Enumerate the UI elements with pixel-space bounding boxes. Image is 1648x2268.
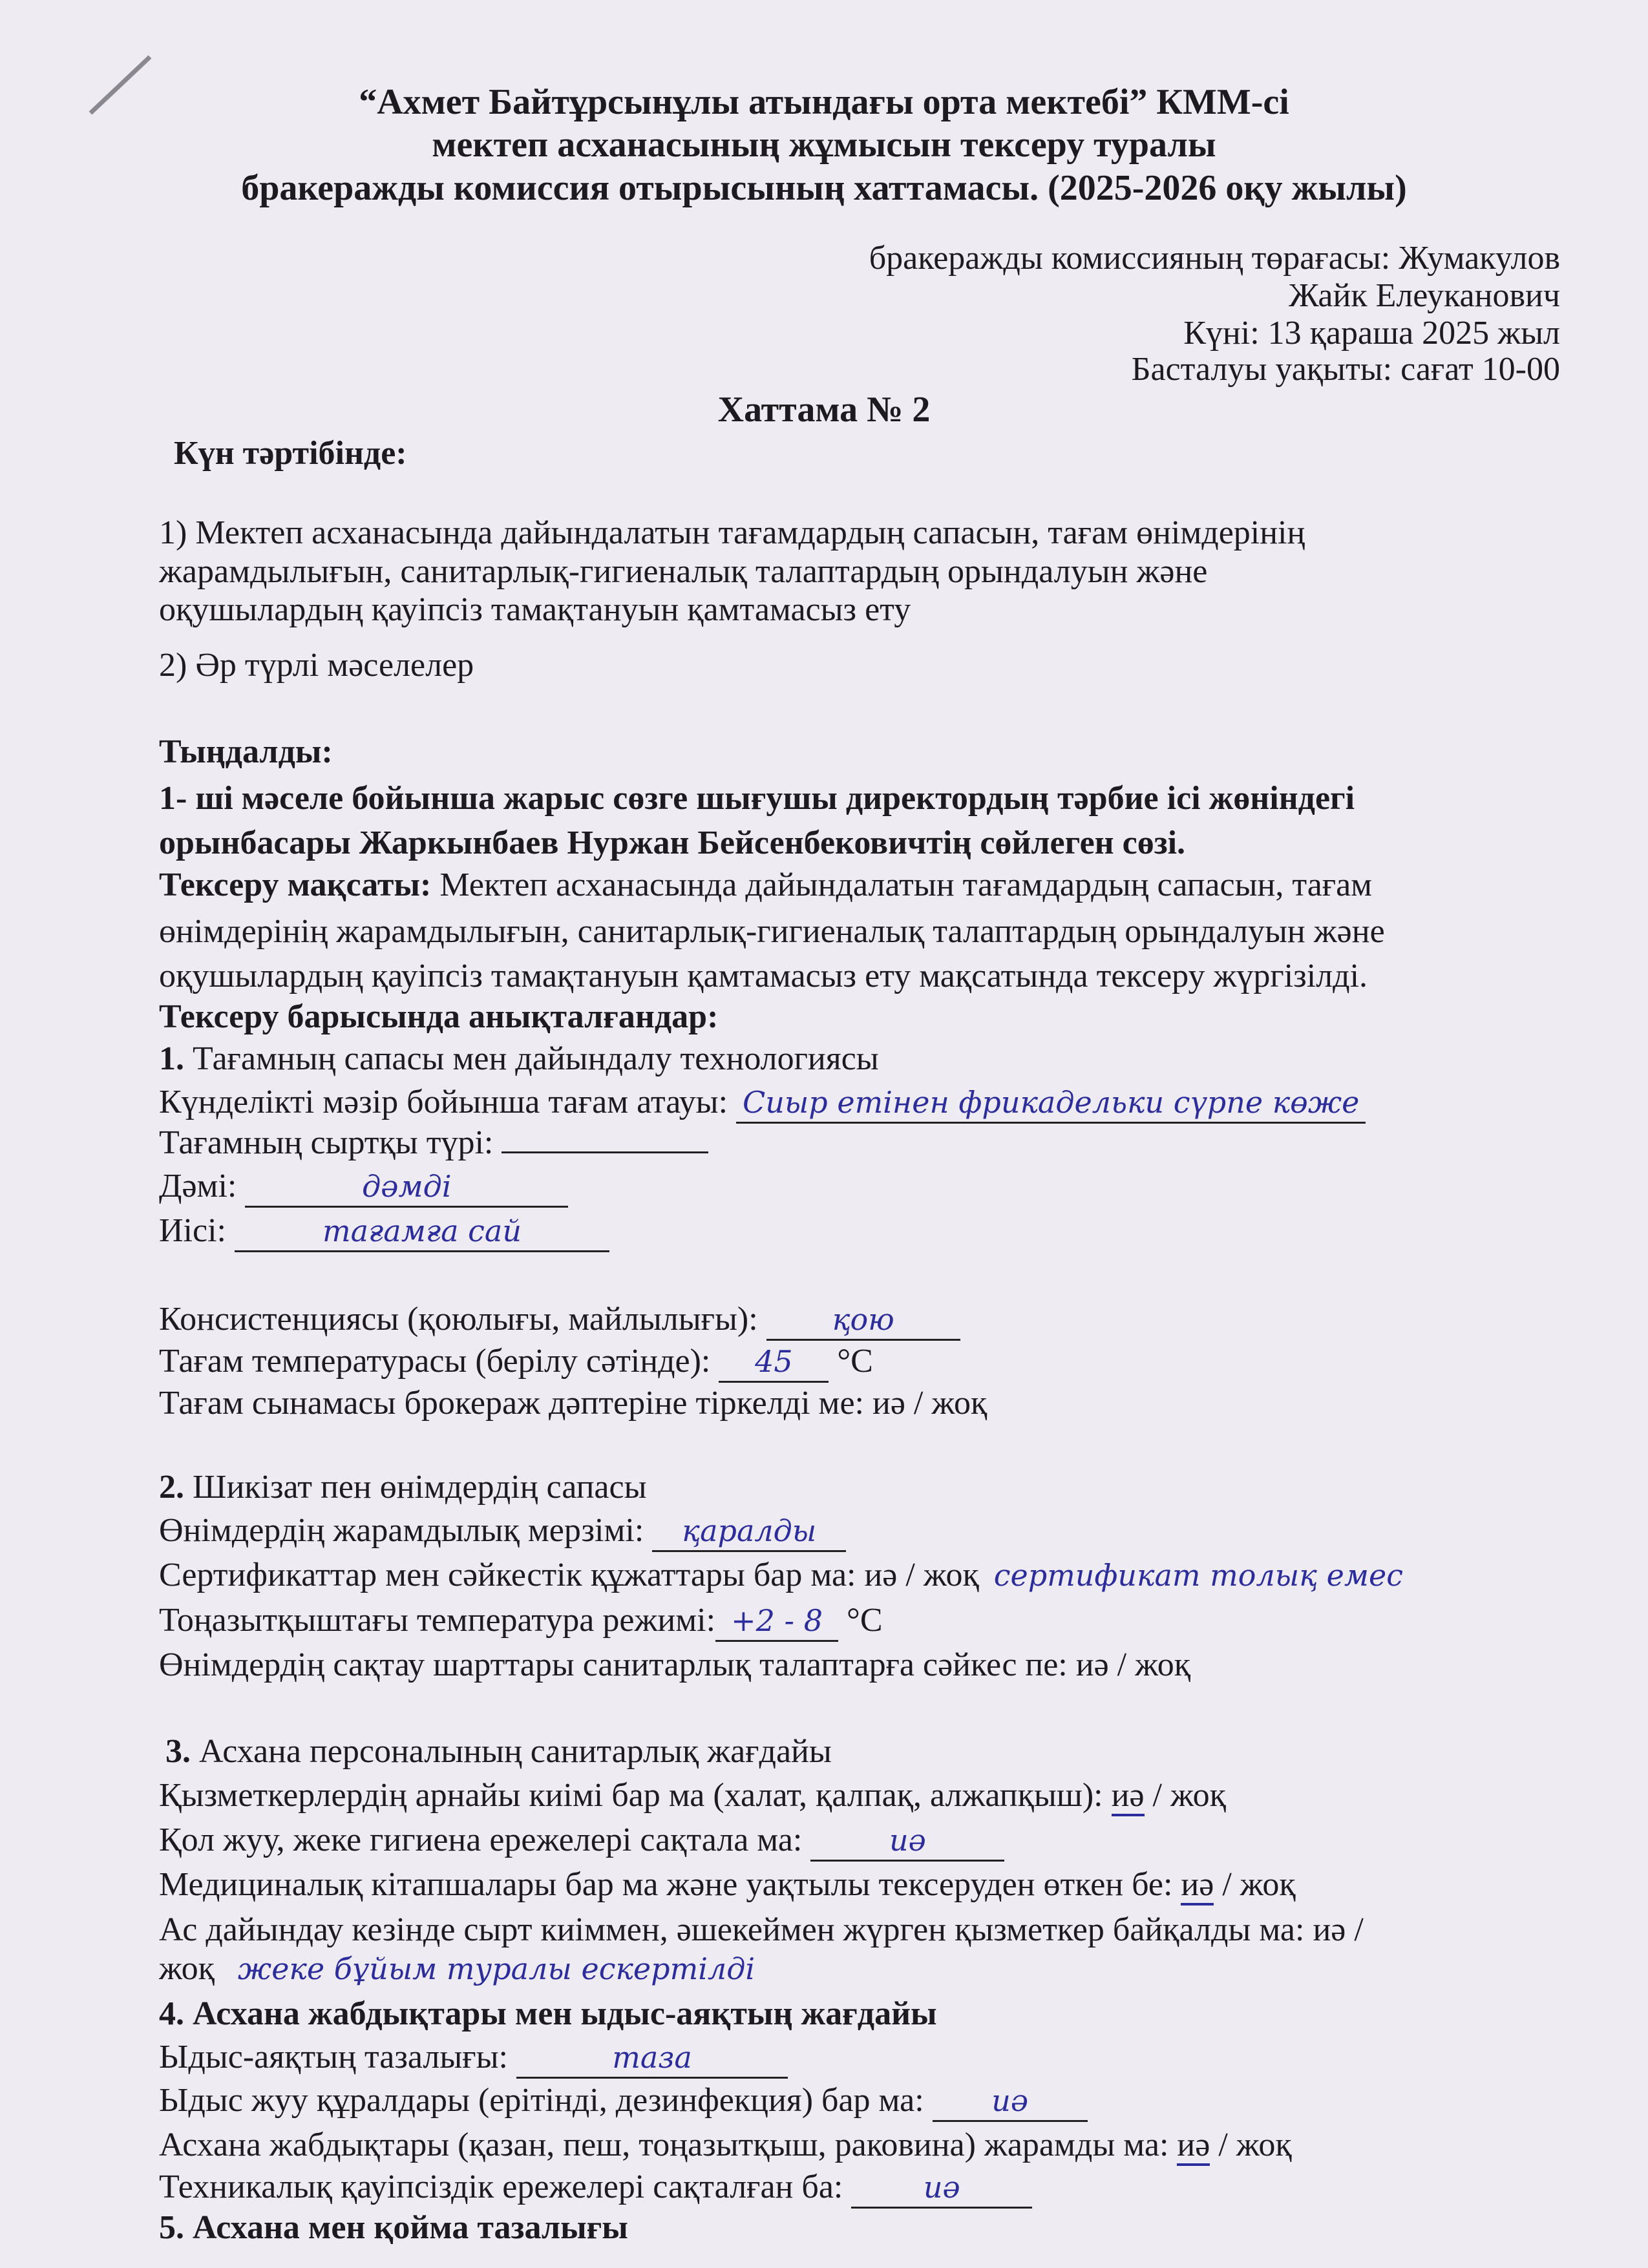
- certificates-note[interactable]: сертификат толық емес: [993, 1558, 1404, 1593]
- storage-conditions-row[interactable]: Өнімдердің сақтау шарттары санитарлық талаптарға сәйкес пе: иә / жоқ: [159, 1646, 1191, 1683]
- equipment-no-option[interactable]: / жоқ: [1210, 2126, 1292, 2163]
- section-1-title: [159, 1040, 879, 1078]
- equipment-row: [159, 2126, 1292, 2165]
- agenda-item-1-line-3: оқушылардың қауіпсіз тамақтануын қамтамасыз ету: [159, 591, 911, 628]
- expiry-value[interactable]: қаралды: [652, 1511, 846, 1552]
- safety-label: Техникалық қауіпсіздік ережелері сақталған ба:: [159, 2168, 843, 2205]
- hygiene-label: Қол жуу, жеке гигиена ережелері сақтала ма:: [159, 1822, 803, 1858]
- hygiene-value[interactable]: иә: [810, 1821, 1004, 1862]
- food-temp-value[interactable]: 45: [719, 1342, 829, 1383]
- chair-line-1: бракеражды комиссияның төрағасы: Жумакулов: [869, 240, 1560, 277]
- sample-logged-row[interactable]: Тағам сынамасы брокераж дәптеріне тіркелді ме: иә / жоқ: [159, 1385, 988, 1422]
- washing-agents-value[interactable]: иә: [933, 2081, 1088, 2122]
- jewelry-row: Ас дайындау кезінде сырт киіммен, әшекеймен жүрген қызметкер байқалды ма: иә /: [159, 1911, 1364, 1948]
- heard-heading: Тыңдалды:: [159, 733, 333, 770]
- medical-no-option[interactable]: / жоқ: [1214, 1866, 1296, 1903]
- fridge-temp-row: [159, 1601, 883, 1642]
- uniform-row: [159, 1776, 1226, 1815]
- uniform-no-option[interactable]: / жоқ: [1144, 1777, 1226, 1814]
- dish-cleanliness-row: [159, 2038, 788, 2079]
- dish-name-row: [159, 1083, 1366, 1124]
- food-temp-unit: °C: [837, 1343, 873, 1380]
- consistency-value[interactable]: қою: [766, 1300, 960, 1341]
- appearance-label: Тағамның сыртқы түрі:: [159, 1124, 494, 1161]
- uniform-yes-option[interactable]: иә: [1112, 1777, 1145, 1816]
- dish-cleanliness-label: Ыдыс-аяқтың тазалығы:: [159, 2039, 509, 2075]
- dish-cleanliness-value[interactable]: таза: [516, 2038, 788, 2079]
- taste-value[interactable]: дәмді: [245, 1167, 568, 1208]
- safety-value[interactable]: иә: [851, 2168, 1032, 2209]
- start-time: Басталуы уақыты: сағат 10-00: [1131, 351, 1560, 388]
- smell-row: [159, 1212, 609, 1252]
- medical-row: [159, 1865, 1296, 1904]
- taste-row: [159, 1167, 568, 1208]
- purpose-line-3: оқушылардың қауіпсіз тамақтануын қамтамасыз ету мақсатында тексеру жүргізілді.: [159, 958, 1368, 994]
- dish-name-label: Күнделікті мәзір бойынша тағам атауы:: [159, 1084, 728, 1120]
- safety-row: [159, 2168, 1032, 2209]
- section-2-title-text: Шикізат пен өнімдердің сапасы: [184, 1469, 647, 1506]
- purpose-line-1: [159, 866, 1372, 905]
- section-2-title: [159, 1468, 647, 1507]
- equipment-yes-option[interactable]: иә: [1177, 2126, 1210, 2166]
- smell-value[interactable]: тағамға сай: [235, 1212, 609, 1252]
- agenda-item-1-line-1: 1) Мектеп асханасында дайындалатын тағамдардың сапасын, тағам өнімдерінің: [159, 514, 1305, 551]
- food-temp-label: Тағам температурасы (берілу сәтінде):: [159, 1343, 711, 1380]
- purpose-line-2: өнімдерінің жарамдылығын, санитарлық-гигиеналық талаптардың орындалуын және: [159, 913, 1385, 950]
- fridge-temp-value[interactable]: +2 - 8: [715, 1601, 838, 1642]
- speaker-line-2: орынбасары Жаркынбаев Нуржан Бейсенбековичтің сөйлеген сөзі.: [159, 824, 1186, 861]
- washing-agents-row: [159, 2081, 1088, 2122]
- section-1-number: 1.: [159, 1040, 184, 1077]
- expiry-row: [159, 1511, 846, 1552]
- section-4-title: 4. Асхана жабдықтары мен ыдыс-аяқтың жағдайы: [159, 1995, 937, 2032]
- section-5-title: 5. Асхана мен қойма тазалығы: [159, 2209, 628, 2246]
- purpose-text: Мектеп асханасында дайындалатын тағамдардың сапасын, тағам: [431, 866, 1373, 903]
- speaker-line-1: 1- ші мәселе бойынша жарыс сөзге шығушы директордың тәрбие ісі жөніндегі: [159, 780, 1355, 817]
- jewelry-note[interactable]: жеке бұйым туралы ескертілді: [237, 1951, 755, 1986]
- fridge-temp-label: Тоңазытқыштағы температура режимі:: [159, 1602, 716, 1639]
- agenda-heading: Күн тәртібінде:: [174, 435, 407, 472]
- section-3-number: 3.: [165, 1733, 191, 1770]
- section-1-title-text: Тағамның сапасы мен дайындалу технологиясы: [184, 1040, 879, 1077]
- taste-label: Дәмі:: [159, 1168, 237, 1204]
- medical-yes-option[interactable]: иә: [1181, 1866, 1214, 1906]
- appearance-field[interactable]: [502, 1126, 708, 1153]
- chair-line-2: Жайк Елеуканович: [1289, 277, 1560, 314]
- agenda-item-2: 2) Әр түрлі мәселелер: [159, 647, 474, 684]
- title-line-2: мектеп асханасының жұмысын тексеру туралы: [432, 125, 1216, 165]
- section-3-title: [165, 1732, 832, 1771]
- protocol-number: Хаттама № 2: [717, 390, 931, 430]
- expiry-label: Өнімдердің жарамдылық мерзімі:: [159, 1512, 644, 1549]
- consistency-label: Консистенциясы (қоюлығы, майлылығы):: [159, 1301, 758, 1338]
- certificates-row: [159, 1556, 1410, 1595]
- smell-label: Иісі:: [159, 1212, 226, 1249]
- meeting-date: Күні: 13 қараша 2025 жыл: [1183, 315, 1560, 352]
- section-2-number: 2.: [159, 1469, 184, 1506]
- appearance-row: [159, 1124, 708, 1162]
- findings-heading: Тексеру барысында анықталғандар:: [159, 998, 719, 1035]
- title-line-1: “Ахмет Байтұрсынұлы атындағы орта мектебі” КММ-сі: [359, 82, 1289, 122]
- agenda-item-1-line-2: жарамдылығын, санитарлық-гигиеналық талаптардың орындалуын және: [159, 553, 1208, 590]
- medical-label: Медициналық кітапшалары бар ма және уақтылы тексеруден өткен бе:: [159, 1866, 1181, 1903]
- certificates-label[interactable]: Сертификаттар мен сәйкестік құжаттары бар ма: иә / жоқ: [159, 1557, 979, 1593]
- washing-agents-label: Ыдыс жуу құралдары (ерітінді, дезинфекция) бар ма:: [159, 2082, 924, 2119]
- dish-name-value[interactable]: Сиыр етінен фрикадельки сүрпе көже: [736, 1083, 1366, 1124]
- jewelry-row-2: [159, 1949, 761, 1988]
- hygiene-row: [159, 1821, 1004, 1862]
- uniform-label: Қызметкерлердің арнайы киімі бар ма (халат, қалпақ, алжапқыш):: [159, 1777, 1112, 1814]
- consistency-row: [159, 1300, 960, 1341]
- title-line-3: бракеражды комиссия отырысының хаттамасы. (2025-2026 оқу жылы): [241, 168, 1407, 208]
- purpose-label: Тексеру мақсаты:: [159, 866, 432, 903]
- fridge-temp-unit: °C: [847, 1602, 883, 1639]
- jewelry-no-option[interactable]: жоқ: [159, 1950, 215, 1987]
- food-temp-row: [159, 1342, 873, 1383]
- equipment-label: Асхана жабдықтары (қазан, пеш, тоңазытқыш, раковина) жарамды ма:: [159, 2126, 1178, 2163]
- section-3-title-text: Асхана персоналының санитарлық жағдайы: [191, 1733, 832, 1770]
